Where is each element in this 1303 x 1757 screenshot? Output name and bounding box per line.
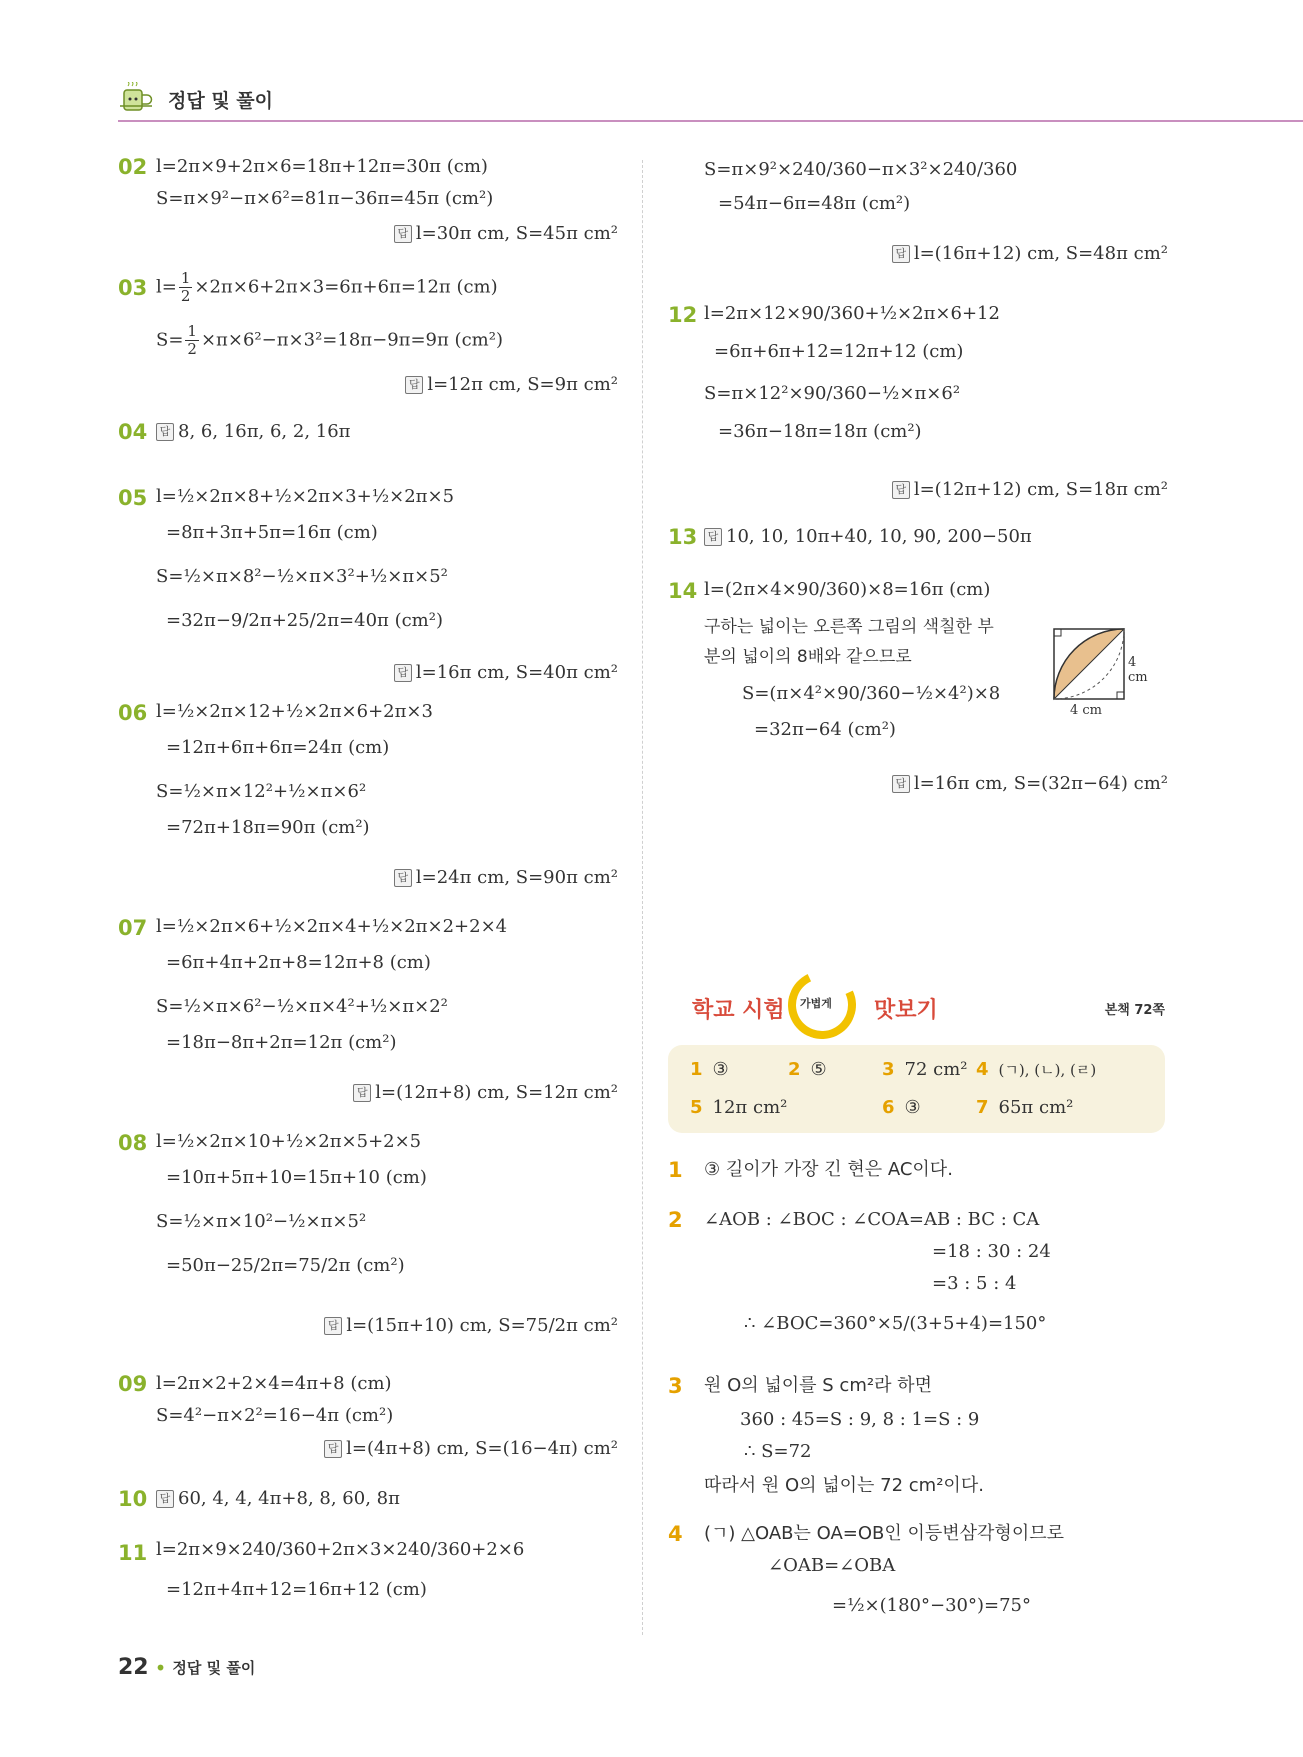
problem-number: 10 <box>118 1487 148 1511</box>
answer-icon: 답 <box>324 1317 342 1335</box>
equation-line: S=½×π×8²−½×π×3²+½×π×5² <box>156 566 448 587</box>
equation-line: l=½×2π×8+½×2π×3+½×2π×5 <box>156 486 455 507</box>
problem-07 <box>118 912 618 1127</box>
problem-number: 04 <box>118 420 148 444</box>
answer-line: 답 60, 4, 4, 4π+8, 8, 60, 8π <box>156 1487 400 1511</box>
equation-line: =54π−6π=48π (cm²) <box>718 193 911 214</box>
problem-number: 13 <box>668 525 698 549</box>
problem-number: 03 <box>118 276 148 300</box>
equation-line: S= $\frac{1}{2}$ ×π×6²−π×3²=18π−9π=9π (cm²) <box>156 322 503 358</box>
equation-line: =6π+6π+12=12π+12 (cm) <box>714 341 964 362</box>
equation-line: l=½×2π×10+½×2π×5+2×5 <box>156 1131 422 1152</box>
problem-13 <box>668 525 1168 575</box>
answer-icon: 답 <box>704 528 722 546</box>
equation-line: =50π−25/2π=75/2π (cm²) <box>166 1255 405 1276</box>
answer-icon: 답 <box>394 225 412 243</box>
solution-1 <box>668 1158 1168 1182</box>
problem-04 <box>118 420 618 470</box>
problem-12 <box>668 299 1168 511</box>
problem-11 <box>118 1535 618 1635</box>
answer-icon: 답 <box>324 1440 342 1458</box>
school-test-section <box>668 975 1165 1133</box>
equation-line: l=2π×12×90/360+½×2π×6+12 <box>704 303 1000 324</box>
answer-line: 답 10, 10, 10π+40, 10, 90, 200−50π <box>704 525 1032 549</box>
equation-line: =12π+6π+6π=24π (cm) <box>166 737 390 758</box>
answer-icon: 답 <box>394 869 412 887</box>
solution-3 <box>668 1374 1168 1498</box>
section-title-right: 맛보기 <box>874 998 938 1023</box>
answer-line: 답 8, 6, 16π, 6, 2, 16π <box>156 420 351 444</box>
solution-line: =½×(180°−30°)=75° <box>832 1595 1031 1616</box>
problem-number: 09 <box>118 1372 148 1396</box>
answer-item: 1 ③ <box>690 1059 729 1080</box>
solution-line: (ㄱ) △OAB는 OA=OB인 이등변삼각형이므로 <box>704 1523 1064 1544</box>
problem-05 <box>118 482 618 697</box>
header-rule <box>118 120 1303 122</box>
answer-line: 답 l=16π cm, S=40π cm² <box>394 662 618 683</box>
solution-line: ∴ S=72 <box>744 1441 812 1462</box>
answer-icon: 답 <box>156 423 174 441</box>
problem-number: 08 <box>118 1131 148 1155</box>
equation-line: =72π+18π=90π (cm²) <box>166 817 370 838</box>
problem-14 <box>668 575 1168 805</box>
equation-line: =32π−64 (cm²) <box>754 719 896 740</box>
answer-icon: 답 <box>353 1084 371 1102</box>
footer-text: 정답 및 풀이 <box>172 1659 256 1677</box>
equation-line: S=½×π×6²−½×π×4²+½×π×2² <box>156 996 448 1017</box>
textbook-reference: 본책 72쪽 <box>1104 1003 1165 1018</box>
answer-item: 5 12π cm² <box>690 1097 788 1118</box>
answer-summary-box <box>668 1045 1165 1133</box>
page-number: 22 <box>118 1655 149 1680</box>
problem-number: 02 <box>118 155 148 179</box>
answer-line: 답 l=12π cm, S=9π cm² <box>405 374 618 395</box>
equation-line: S=(π×4²×90/360−½×4²)×8 <box>742 683 1001 704</box>
header-title: 정답 및 풀이 <box>168 89 273 112</box>
equation-line: =18π−8π+2π=12π (cm²) <box>166 1032 397 1053</box>
section-title <box>668 975 1165 1045</box>
equation-line: l=(2π×4×90/360)×8=16π (cm) <box>704 579 991 600</box>
solution-number: 4 <box>668 1522 683 1546</box>
bottom-label: 4 cm <box>1070 703 1103 718</box>
equation-line: S=π×12²×90/360−½×π×6² <box>704 383 961 404</box>
equation-line: =10π+5π+10=15π+10 (cm) <box>166 1167 427 1188</box>
text-line: 분의 넓이의 8배와 같으므로 <box>704 647 912 667</box>
answer-item: 4 (ㄱ), (ㄴ), (ㄹ) <box>976 1059 1097 1080</box>
solution-line: =18 : 30 : 24 <box>932 1241 1051 1262</box>
answer-line: 답 l=(4π+8) cm, S=(16−4π) cm² <box>324 1438 618 1459</box>
answer-icon: 답 <box>156 1490 174 1508</box>
solution-4 <box>668 1522 1168 1618</box>
solution-2 <box>668 1208 1168 1336</box>
answer-icon: 답 <box>892 775 910 793</box>
page-header <box>118 82 273 116</box>
answer-line: 답 l=(12π+12) cm, S=18π cm² <box>892 479 1168 500</box>
problem-number: 14 <box>668 579 698 603</box>
equation-line: l=2π×9+2π×6=18π+12π=30π (cm) <box>156 156 488 177</box>
equation-line: =6π+4π+2π+8=12π+8 (cm) <box>166 952 431 973</box>
equation-line: S=π×9²−π×6²=81π−36π=45π (cm²) <box>156 188 494 209</box>
solution-line: 360 : 45=S : 9, 8 : 1=S : 9 <box>740 1409 980 1430</box>
answer-item: 2 ⑤ <box>788 1059 827 1080</box>
answer-icon: 답 <box>892 245 910 263</box>
answer-item: 6 ③ <box>882 1097 921 1118</box>
side-label: 4 cm <box>1128 655 1148 685</box>
problem-09 <box>118 1372 618 1487</box>
solution-line: 따라서 원 O의 넓이는 72 cm²이다. <box>704 1475 984 1496</box>
equation-line: l=½×2π×12+½×2π×6+2π×3 <box>156 701 433 722</box>
problem-06 <box>118 697 618 912</box>
equation-line: S=½×π×10²−½×π×5² <box>156 1211 367 1232</box>
column-divider <box>642 160 643 1635</box>
solution-line: =3 : 5 : 4 <box>932 1273 1017 1294</box>
problem-02 <box>118 155 618 255</box>
solution-number: 1 <box>668 1158 683 1182</box>
solution-line: ∠AOB : ∠BOC : ∠COA=AB : BC : CA <box>704 1209 1040 1230</box>
answer-icon: 답 <box>892 481 910 499</box>
equation-line: =12π+4π+12=16π+12 (cm) <box>166 1579 427 1600</box>
solution-line: ∴ ∠BOC=360°×5/(3+5+4)=150° <box>744 1313 1047 1334</box>
problem-number: 11 <box>118 1541 148 1565</box>
answer-line: 답 l=(16π+12) cm, S=48π cm² <box>892 243 1168 264</box>
section-title-left: 학교 시험 <box>692 998 785 1023</box>
equation-line: =32π−9/2π+25/2π=40π (cm²) <box>166 610 443 631</box>
solution-line: ③ 길이가 가장 긴 현은 AC이다. <box>704 1159 953 1180</box>
problem-11-cont <box>668 155 1168 277</box>
problem-number: 07 <box>118 916 148 940</box>
problem-08 <box>118 1127 618 1372</box>
text-line: 구하는 넓이는 오른쪽 그림의 색칠한 부 <box>704 617 994 637</box>
answer-item: 3 72 cm² <box>882 1059 968 1080</box>
footer-dot: • <box>154 1655 167 1680</box>
solution-number: 2 <box>668 1208 683 1232</box>
equation-line: l=½×2π×6+½×2π×4+½×2π×2+2×4 <box>156 916 508 937</box>
equation-line: l=2π×9×240/360+2π×3×240/360+2×6 <box>156 1539 525 1560</box>
answer-item: 7 65π cm² <box>976 1097 1074 1118</box>
equation-line: l=2π×2+2×4=4π+8 (cm) <box>156 1373 392 1394</box>
answer-line: 답 l=16π cm, S=(32π−64) cm² <box>892 773 1168 794</box>
equation-line: S=½×π×12²+½×π×6² <box>156 781 367 802</box>
answer-line: 답 l=30π cm, S=45π cm² <box>394 223 618 244</box>
problem-number: 06 <box>118 701 148 725</box>
solution-line: ∠OAB=∠OBA <box>768 1555 896 1576</box>
problem-number: 05 <box>118 486 148 510</box>
answer-icon: 답 <box>394 664 412 682</box>
solution-number: 3 <box>668 1374 683 1398</box>
equation-line: S=4²−π×2²=16−4π (cm²) <box>156 1405 394 1426</box>
quarter-circle-figure <box>1052 627 1152 719</box>
left-column <box>118 155 618 1635</box>
problem-number: 12 <box>668 303 698 327</box>
section-title-small: 가볍게 <box>800 997 832 1010</box>
answer-line: 답 l=24π cm, S=90π cm² <box>394 867 618 888</box>
answer-line: 답 l=(15π+10) cm, S=75/2π cm² <box>324 1315 618 1336</box>
page-footer <box>118 1655 255 1680</box>
answer-icon: 답 <box>405 376 423 394</box>
equation-line: l= $\frac{1}{2}$ ×2π×6+2π×3=6π+6π=12π (cm) <box>156 269 498 305</box>
cup-icon <box>118 82 158 116</box>
answer-line: 답 l=(12π+8) cm, S=12π cm² <box>353 1082 618 1103</box>
equation-line: S=π×9²×240/360−π×3²×240/360 <box>704 159 1018 180</box>
equation-line: =36π−18π=18π (cm²) <box>718 421 922 442</box>
right-column <box>668 155 1168 805</box>
problem-03 <box>118 270 618 420</box>
problem-10 <box>118 1487 618 1535</box>
equation-line: =8π+3π+5π=16π (cm) <box>166 522 378 543</box>
solution-line: 원 O의 넓이를 S cm²라 하면 <box>704 1375 932 1396</box>
